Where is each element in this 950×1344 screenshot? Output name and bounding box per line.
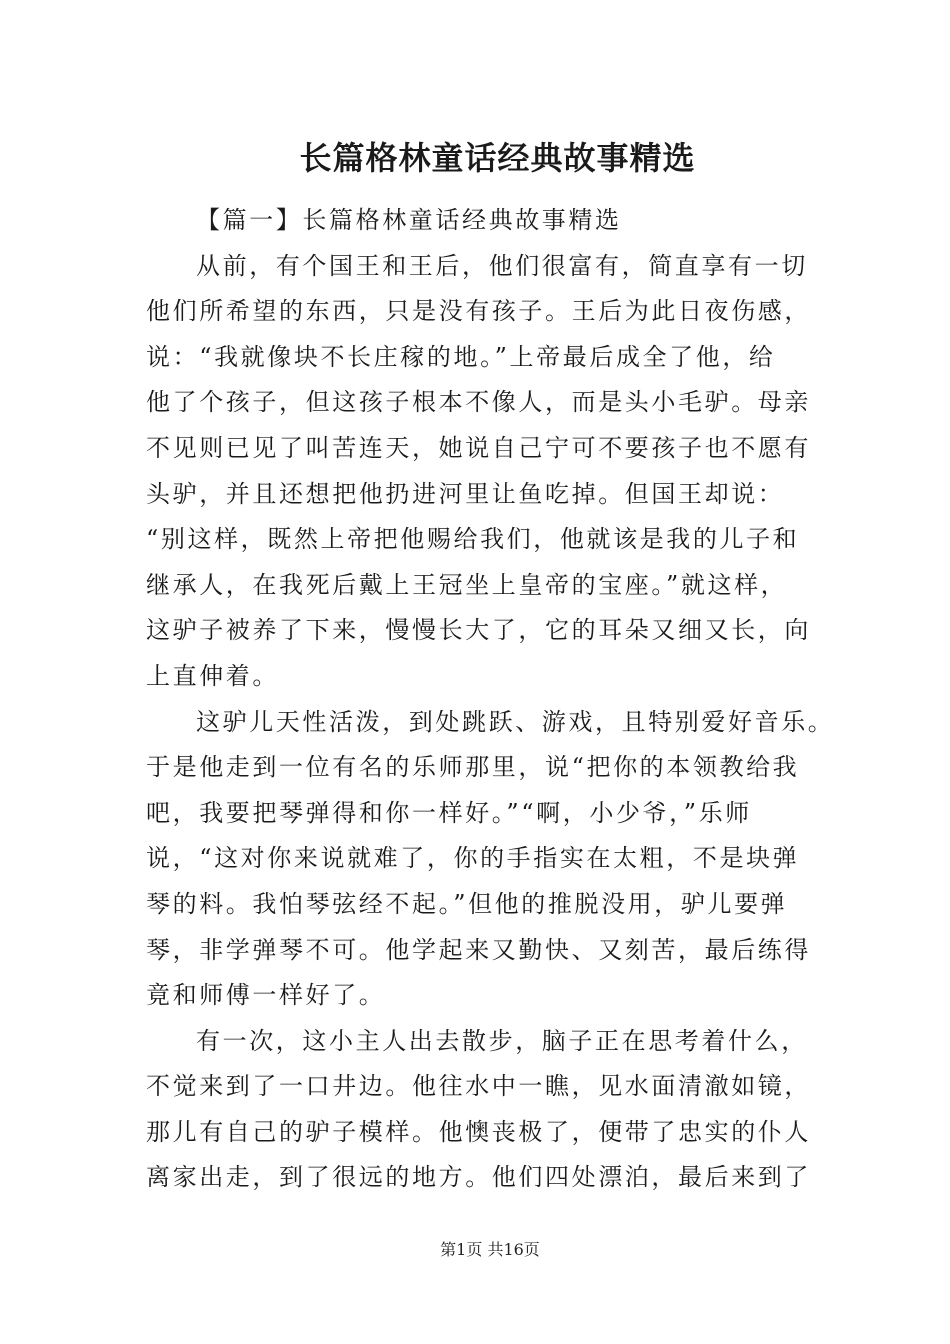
- text-line: 离家出走，到了很远的地方。他们四处漂泊，最后来到了: [146, 1163, 811, 1192]
- text-line: 这驴子被养了下来，慢慢长大了，它的耳朵又细又长，向: [146, 616, 811, 645]
- section-heading: 【篇一】长篇格林童话经典故事精选: [196, 206, 622, 234]
- text-line: 不觉来到了一口井边。他往水中一瞧，见水面清澈如镜，: [146, 1072, 811, 1101]
- text-line: 有一次，这小主人出去散步，脑子正在思考着什么，: [196, 1026, 808, 1055]
- text-line: 这驴儿天性活泼，到处跳跃、游戏，且特别爱好音乐。: [196, 707, 835, 736]
- document-title: 长篇格林童话经典故事精选: [299, 139, 696, 177]
- text-line: 吧，我要把琴弹得和你一样好。”“啊，小少爷，”乐师: [146, 798, 752, 827]
- text-line: 琴，非学弹琴不可。他学起来又勤快、又刻苦，最后练得: [146, 935, 811, 964]
- text-line: 继承人，在我死后戴上王冠坐上皇帝的宝座。”就这样，: [146, 570, 788, 599]
- text-line: 他们所希望的东西，只是没有孩子。王后为此日夜伤感，: [146, 297, 811, 326]
- page-number-footer: 第1页 共16页: [440, 1240, 540, 1259]
- text-line: 说：“我就像块不长庄稼的地。”上帝最后成全了他，给: [146, 342, 776, 371]
- text-line: 不见则已见了叫苦连天，她说自己宁可不要孩子也不愿有: [146, 433, 811, 462]
- text-line: 那儿有自己的驴子模样。他懊丧极了，便带了忠实的仆人: [146, 1117, 811, 1146]
- text-line: 他了个孩子，但这孩子根本不像人，而是头小毛驴。母亲: [146, 388, 811, 417]
- text-line: 从前，有个国王和王后，他们很富有，简直享有一切: [196, 251, 808, 280]
- text-line: “别这样，既然上帝把他赐给我们，他就该是我的儿子和: [146, 525, 800, 554]
- text-line: 琴的料。我怕琴弦经不起。”但他的推脱没用，驴儿要弹: [146, 889, 788, 918]
- text-line: 说，“这对你来说就难了，你的手指实在太粗，不是块弹: [146, 844, 800, 873]
- text-line: 上直伸着。: [146, 661, 279, 690]
- text-line: 竟和师傅一样好了。: [146, 981, 386, 1010]
- text-line: 头驴，并且还想把他扔进河里让鱼吃掉。但国王却说：: [146, 479, 785, 508]
- document-body: [146, 198, 835, 1201]
- text-line: 于是他走到一位有名的乐师那里，说“把你的本领教给我: [146, 753, 800, 782]
